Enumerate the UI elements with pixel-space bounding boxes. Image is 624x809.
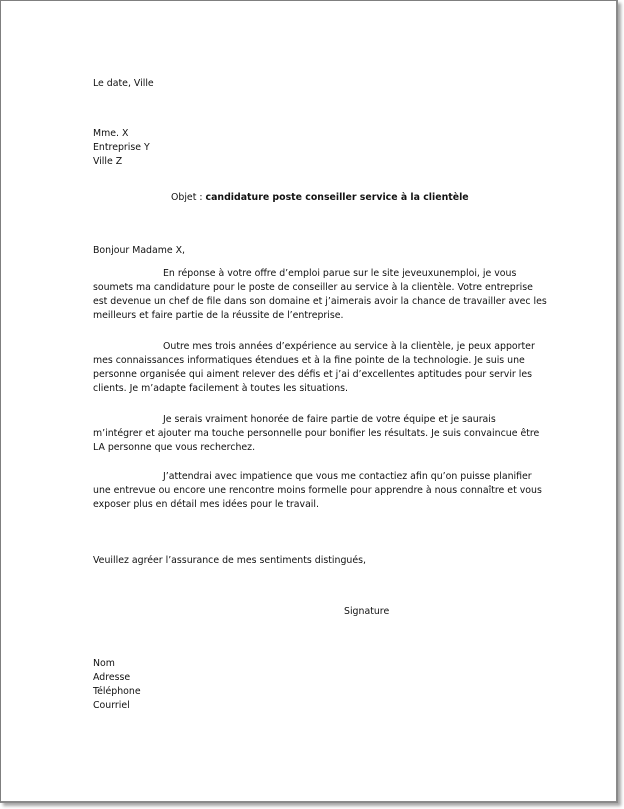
subject-line <box>1 191 616 205</box>
sender-name: Nom <box>93 658 115 669</box>
sender-block <box>93 657 141 713</box>
paragraph-3 <box>93 413 540 455</box>
paragraph-line: est devenue un chef de file dans son domaine et j’aimerais avoir la chance de travailler avec les <box>93 296 547 307</box>
paragraph-line: J’attendrai avec impatience que vous me contactiez afin qu’on puisse planifier <box>163 471 532 482</box>
paragraph-line: exposer plus en détail mes idées pour le travail. <box>93 499 319 510</box>
signature: Signature <box>344 606 390 617</box>
subject-text: candidature poste conseiller service à la clientèle <box>205 192 469 203</box>
paragraph-line: clients. Je m’adapte facilement à toutes les situations. <box>93 383 349 394</box>
paragraph-2 <box>93 340 533 396</box>
subject-prefix: Objet : <box>171 192 203 203</box>
paragraph-line: personne organisée qui aiment relever des défis et j’ai d’excellentes aptitudes pour servir les <box>93 369 533 380</box>
paragraph-1 <box>93 267 547 323</box>
paragraph-line: m’intégrer et ajouter ma touche personnelle pour bonifier les résultats. Je suis convaincue être <box>93 428 540 439</box>
recipient-address <box>93 127 150 169</box>
paragraph-4 <box>93 470 542 512</box>
paragraph-line: Je serais vraiment honorée de faire partie de votre équipe et je saurais <box>163 414 496 425</box>
recipient-name: Mme. X <box>93 128 129 139</box>
closing-line: Veuillez agréer l’assurance de mes sentiments distingués, <box>93 555 366 566</box>
paragraph-line: une entrevue ou encore une rencontre moins formelle pour apprendre à nous connaître et vous <box>93 485 542 496</box>
sender-email: Courriel <box>93 700 130 711</box>
recipient-city: Ville Z <box>93 156 123 167</box>
greeting: Bonjour Madame X, <box>93 245 186 256</box>
paragraph-line: meilleurs et faire partie de la réussite de l’entreprise. <box>93 310 344 321</box>
paragraph-line: Outre mes trois années d’expérience au service à la clientèle, je peux apporter <box>163 341 535 352</box>
paragraph-line: soumets ma candidature pour le poste de conseiller au service à la clientèle. Votre entreprise <box>93 282 533 293</box>
paragraph-line: LA personne que vous recherchez. <box>93 442 256 453</box>
date-line: Le date, Ville <box>93 78 154 89</box>
paragraph-line: mes connaissances informatiques étendues et à la fine pointe de la technologie. Je suis une <box>93 355 525 366</box>
sender-phone: Téléphone <box>93 686 141 697</box>
sender-address: Adresse <box>93 672 131 683</box>
paragraph-line: En réponse à votre offre d’emploi parue sur le site jeveuxunemploi, je vous <box>163 268 517 279</box>
recipient-company: Entreprise Y <box>93 142 150 153</box>
